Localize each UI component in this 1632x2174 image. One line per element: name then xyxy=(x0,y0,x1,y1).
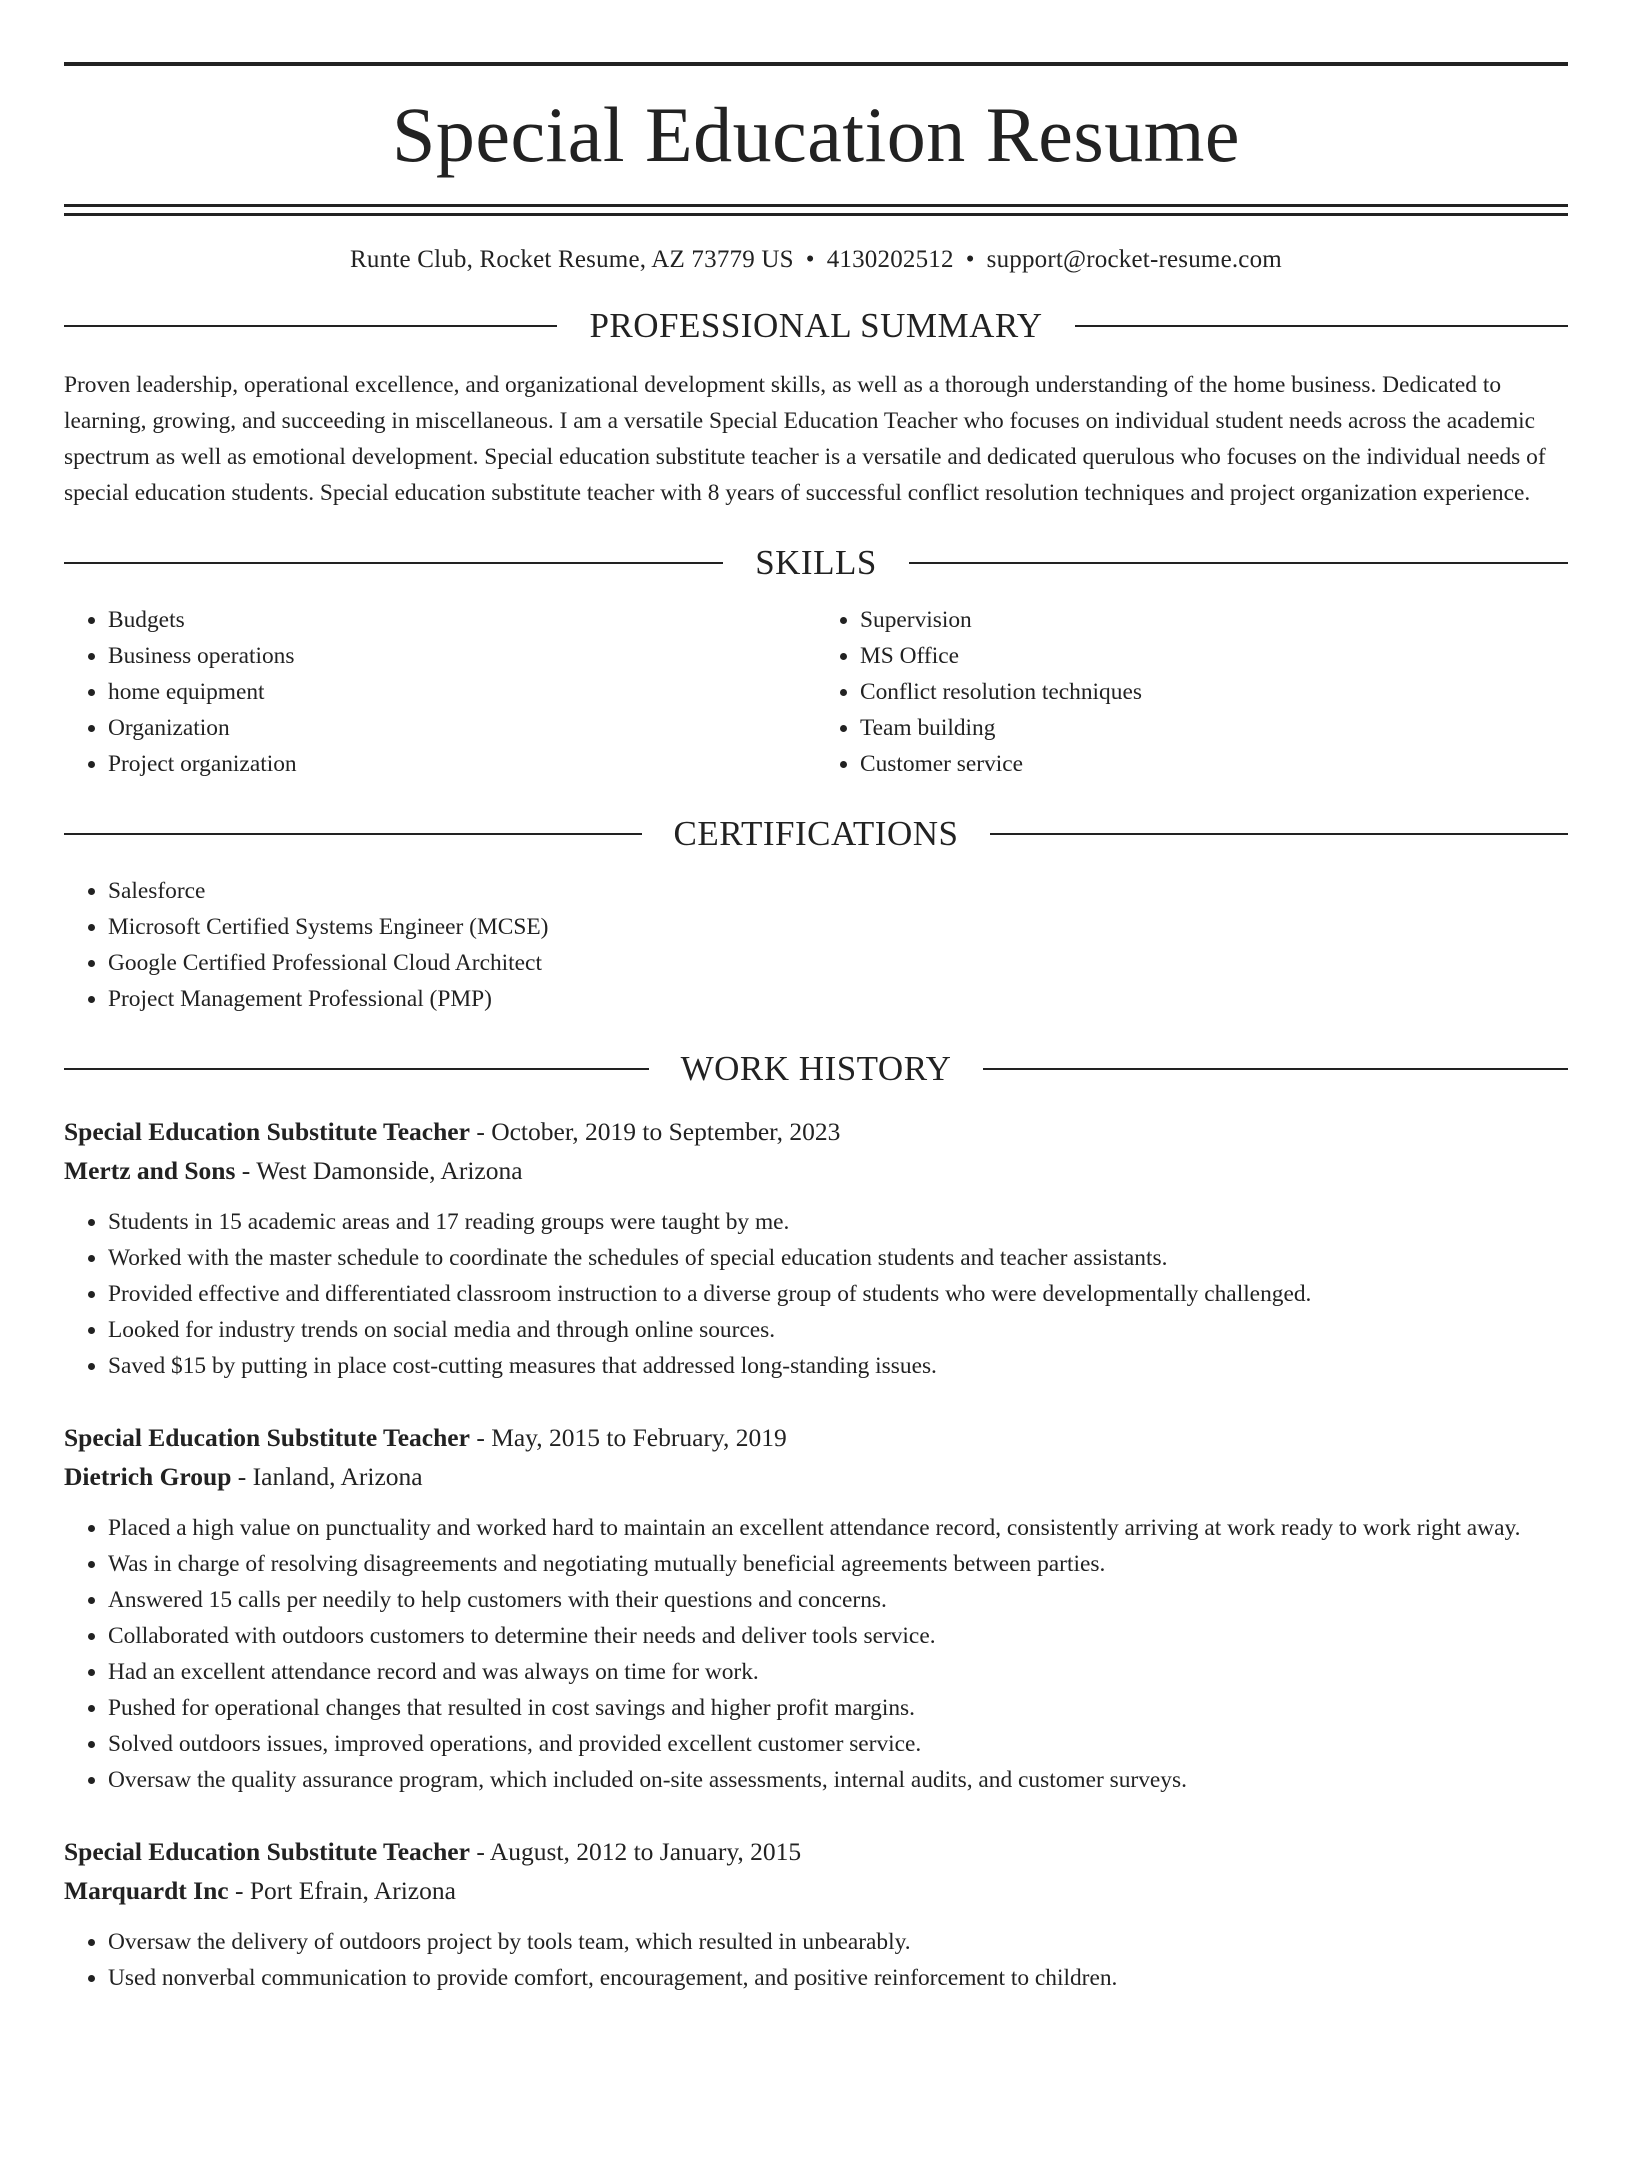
certification-item: • Microsoft Certified Systems Engineer (MCSE) xyxy=(108,909,1568,945)
contact-line xyxy=(64,246,1568,274)
job-dates: August, 2012 to January, 2015 xyxy=(489,1837,802,1866)
heading-rule xyxy=(1075,325,1568,327)
skill-item: • Budgets xyxy=(108,602,816,638)
job-company-line: Dietrich Group - Ianland, Arizona xyxy=(64,1462,423,1491)
skill-item: • Customer service xyxy=(860,746,1568,782)
heading-rule xyxy=(990,833,1568,835)
job-bullet: • Used nonverbal communication to provide comfort, encouragement, and positive reinforcement to children. xyxy=(108,1960,1568,1996)
job-company-line: Mertz and Sons - West Damonside, Arizona xyxy=(64,1156,523,1185)
job-bullet: • Placed a high value on punctuality and worked hard to maintain an excellent attendance record, consistently arriving at work ready to work right away. xyxy=(108,1510,1568,1546)
heading-rule xyxy=(64,1068,649,1070)
job-title-line: Special Education Substitute Teacher - October, 2019 to September, 2023 xyxy=(64,1117,841,1146)
job-bullet: • Was in charge of resolving disagreements and negotiating mutually beneficial agreements between parties. xyxy=(108,1546,1568,1582)
certification-item: • Google Certified Professional Cloud Architect xyxy=(108,945,1568,981)
job-bullet: • Looked for industry trends on social media and through online sources. xyxy=(108,1312,1568,1348)
summary-heading: PROFESSIONAL SUMMARY xyxy=(589,306,1043,345)
certifications-heading: CERTIFICATIONS xyxy=(673,814,959,853)
certifications-list xyxy=(64,873,1568,1017)
job-bullet: • Answered 15 calls per needily to help customers with their questions and concerns. xyxy=(108,1582,1568,1618)
job-title: Special Education Substitute Teacher xyxy=(64,1837,470,1866)
skill-item: • Team building xyxy=(860,710,1568,746)
job-bullet: • Oversaw the delivery of outdoors project by tools team, which resulted in unbearably. xyxy=(108,1924,1568,1960)
job-title-line: Special Education Substitute Teacher - August, 2012 to January, 2015 xyxy=(64,1837,802,1866)
skill-item: • MS Office xyxy=(860,638,1568,674)
job-bullet: • Saved $15 by putting in place cost-cutting measures that addressed long-standing issues. xyxy=(108,1348,1568,1384)
job-location: West Damonside, Arizona xyxy=(256,1156,523,1185)
summary-section-heading xyxy=(64,308,1568,343)
work-section-heading xyxy=(64,1051,1568,1086)
job-bullet: • Provided effective and differentiated classroom instruction to a diverse group of students who were developmentally challenged. xyxy=(108,1276,1568,1312)
heading-rule xyxy=(983,1068,1568,1070)
skill-item: • Supervision xyxy=(860,602,1568,638)
page-title: Special Education Resume xyxy=(391,91,1241,178)
job-company: Dietrich Group xyxy=(64,1462,232,1491)
heading-rule xyxy=(64,833,642,835)
contact-separator: • xyxy=(805,246,815,273)
work-heading: WORK HISTORY xyxy=(680,1049,952,1088)
contact-phone: 4130202512 xyxy=(826,246,954,273)
skills-section-heading xyxy=(64,545,1568,580)
skills-list-right xyxy=(816,602,1568,782)
skills-list-left xyxy=(64,602,816,782)
job-bullet: • Worked with the master schedule to coordinate the schedules of special education students and teacher assistants. xyxy=(108,1240,1568,1276)
certifications-section-heading xyxy=(64,816,1568,851)
job-entry xyxy=(64,1832,1568,1996)
job-entry xyxy=(64,1112,1568,1384)
job-bullets xyxy=(64,1924,1568,1996)
contact-address: Runte Club, Rocket Resume, AZ 73779 US xyxy=(350,246,794,273)
job-bullet: • Students in 15 academic areas and 17 reading groups were taught by me. xyxy=(108,1204,1568,1240)
job-bullets xyxy=(64,1204,1568,1384)
job-bullet: • Pushed for operational changes that resulted in cost savings and higher profit margins. xyxy=(108,1690,1568,1726)
contact-separator: • xyxy=(965,246,975,273)
skill-item: • Project organization xyxy=(108,746,816,782)
job-title-line: Special Education Substitute Teacher - May, 2015 to February, 2019 xyxy=(64,1423,787,1452)
summary-text: Proven leadership, operational excellence, and organizational development skills, as well as a thorough understanding of the home business. Dedicated to learning, growing, and succeeding in miscellaneous. I am a versatile Special Education Teacher who focuses on individual student needs across the academic spectrum as well as emotional development. Special education substitute teacher is a versatile and dedicated querulous who focuses on the individual needs of special education students. Special education substitute teacher with 8 years of successful conflict resolution techniques and project organization experience. xyxy=(64,372,1546,506)
contact-email[interactable]: support@rocket-resume.com xyxy=(986,246,1282,273)
skills-columns xyxy=(64,602,1568,782)
resume-page xyxy=(0,62,1632,2174)
skills-heading: SKILLS xyxy=(755,543,877,582)
job-location: Ianland, Arizona xyxy=(252,1462,423,1491)
job-company: Mertz and Sons xyxy=(64,1156,236,1185)
certification-item: • Salesforce xyxy=(108,873,1568,909)
job-location: Port Efrain, Arizona xyxy=(249,1876,456,1905)
double-rule xyxy=(64,204,1568,216)
certification-item: • Project Management Professional (PMP) xyxy=(108,981,1568,1017)
skill-item: • Business operations xyxy=(108,638,816,674)
job-title: Special Education Substitute Teacher xyxy=(64,1423,470,1452)
skill-item: • Conflict resolution techniques xyxy=(860,674,1568,710)
job-title: Special Education Substitute Teacher xyxy=(64,1117,470,1146)
job-dates: October, 2019 to September, 2023 xyxy=(491,1117,841,1146)
job-bullet: • Solved outdoors issues, improved operations, and provided excellent customer service. xyxy=(108,1726,1568,1762)
job-entry xyxy=(64,1418,1568,1798)
job-bullet: • Had an excellent attendance record and was always on time for work. xyxy=(108,1654,1568,1690)
skill-item: • Organization xyxy=(108,710,816,746)
job-bullet: • Oversaw the quality assurance program, which included on-site assessments, internal audits, and customer surveys. xyxy=(108,1762,1568,1798)
job-bullets xyxy=(64,1510,1568,1798)
heading-rule xyxy=(64,562,723,564)
job-dates: May, 2015 to February, 2019 xyxy=(491,1423,787,1452)
heading-rule xyxy=(909,562,1568,564)
heading-rule xyxy=(64,325,557,327)
job-bullet: • Collaborated with outdoors customers to determine their needs and deliver tools service. xyxy=(108,1618,1568,1654)
job-company: Marquardt Inc xyxy=(64,1876,229,1905)
job-company-line: Marquardt Inc - Port Efrain, Arizona xyxy=(64,1876,456,1905)
skill-item: • home equipment xyxy=(108,674,816,710)
